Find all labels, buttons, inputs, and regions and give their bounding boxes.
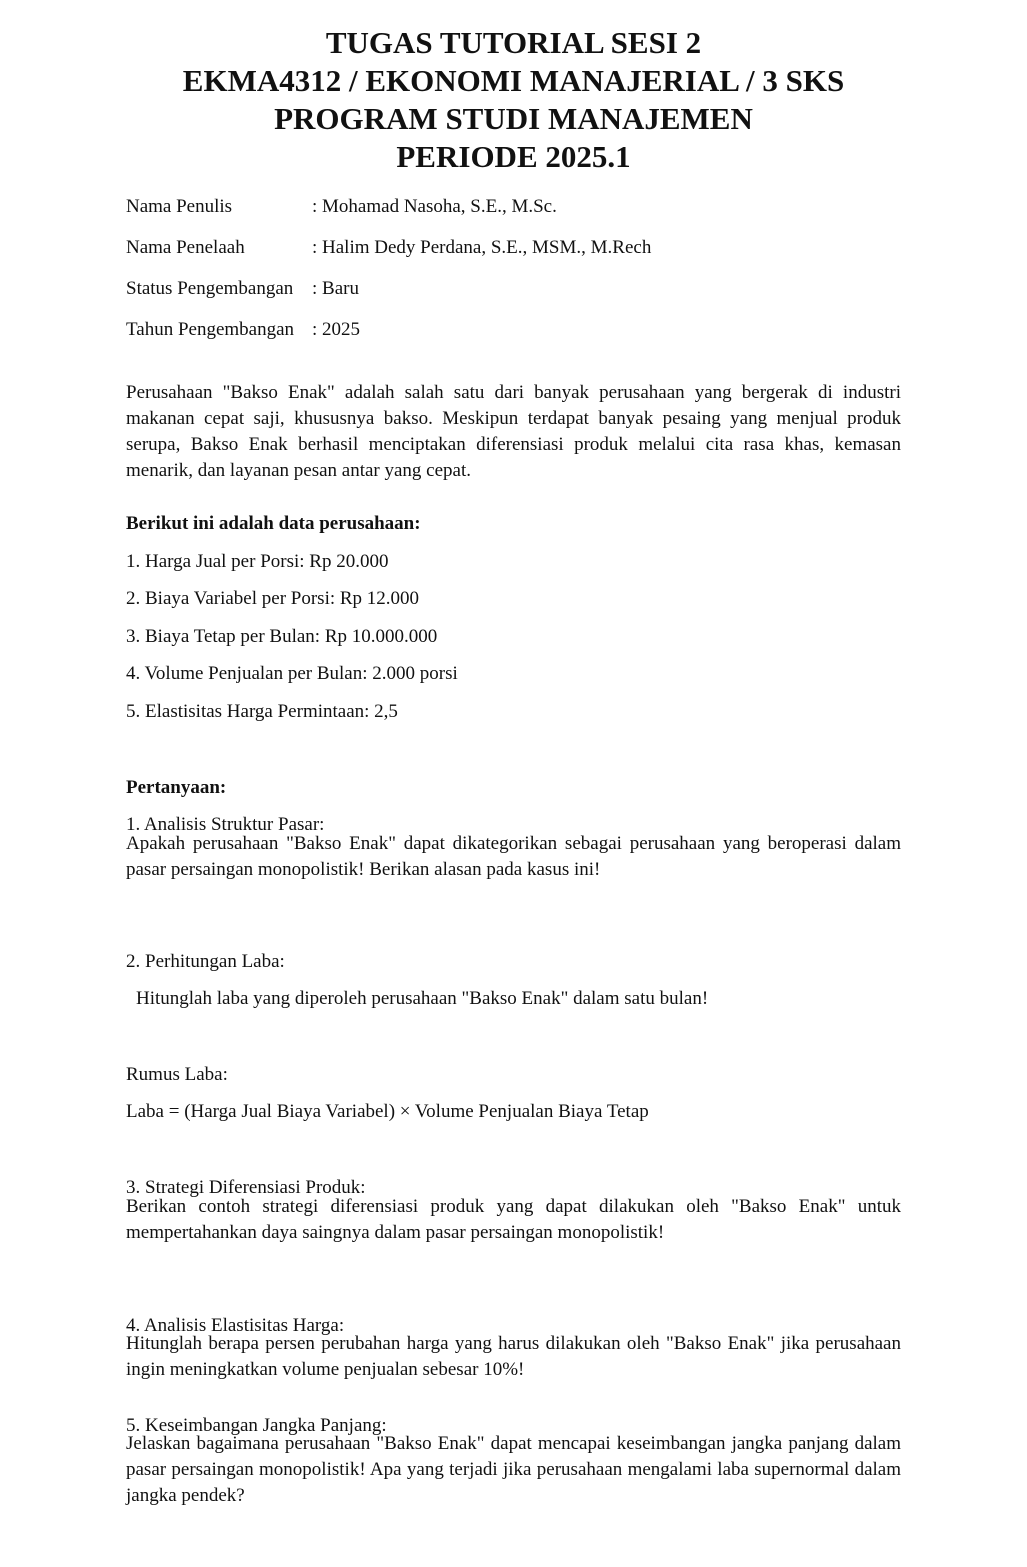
meta-label: Tahun Pengembangan [126,319,295,340]
document-header [0,24,1027,176]
question-4-title: 4. Analisis Elastisitas Harga: [126,1315,345,1336]
question-5-text: Jelaskan bagaimana perusahaan "Bakso Enak" dapat mencapai keseimbangan jangka panjang dalam pasar persaingan monopolistik! Apa yang terjadi jika perusahaan mengalami laba supernormal dalam jangka pendek? [126,1433,901,1506]
question-4-text: Hitunglah berapa persen perubahan harga yang harus dilakukan oleh "Bakso Enak" jika perusahaan ingin meningkatkan volume penjualan sebesar 10%! [126,1333,901,1380]
meta-label: Nama Penulis [126,196,233,217]
question-1-title: 1. Analisis Struktur Pasar: [126,814,325,835]
period-title: PERIODE 2025.1 [396,139,631,174]
questions-heading: Pertanyaan: [126,777,227,798]
meta-value: : 2025 [312,319,361,340]
data-item: 2. Biaya Variabel per Porsi: Rp 12.000 [126,588,420,609]
data-item: 4. Volume Penjualan per Bulan: 2.000 porsi [126,663,458,684]
question-2-title: 2. Perhitungan Laba: [126,951,285,972]
course-title: EKMA4312 / EKONOMI MANAJERIAL / 3 SKS [182,63,845,98]
meta-label: Status Pengembangan [126,278,294,299]
data-item: 1. Harga Jual per Porsi: Rp 20.000 [126,551,389,572]
meta-value: : Halim Dedy Perdana, S.E., MSM., M.Rech [312,237,652,258]
question-3-title: 3. Strategi Diferensiasi Produk: [126,1177,366,1198]
question-1-text: Apakah perusahaan "Bakso Enak" dapat dikategorikan sebagai perusahaan yang beroperasi dalam pasar persaingan monopolistik! Berikan alasan pada kasus ini! [126,833,901,880]
formula-label: Rumus Laba: [126,1064,228,1085]
question-2-text: Hitunglah laba yang diperoleh perusahaan "Bakso Enak" dalam satu bulan! [136,988,709,1009]
question-3-text: Berikan contoh strategi diferensiasi produk yang dapat dilakukan oleh "Bakso Enak" untuk mempertahankan daya saingnya dalam pasar persaingan monopolistik! [126,1196,901,1243]
data-item: 5. Elastisitas Harga Permintaan: 2,5 [126,701,398,722]
header-title: TUGAS TUTORIAL SESI 2 [325,25,702,60]
program-title: PROGRAM STUDI MANAJEMEN [274,101,753,136]
data-heading: Berikut ini adalah data perusahaan: [126,513,421,534]
question-5-title: 5. Keseimbangan Jangka Panjang: [126,1415,387,1436]
data-item: 3. Biaya Tetap per Bulan: Rp 10.000.000 [126,626,438,647]
intro-paragraph: Perusahaan "Bakso Enak" adalah salah satu dari banyak perusahaan yang bergerak di industri makanan cepat saji, khususnya bakso. Meskipun terdapat banyak pesaing yang menjual produk serupa, Bakso Enak berhasil menciptakan diferensiasi produk melalui cita rasa khas, kemasan menarik, dan layanan pesan antar yang cepat. [126,382,901,481]
meta-value: : Baru [312,278,359,299]
profit-formula: Laba = (Harga Jual Biaya Variabel) × Volume Penjualan Biaya Tetap [126,1101,649,1122]
meta-label: Nama Penelaah [126,237,245,258]
meta-value: : Mohamad Nasoha, S.E., M.Sc. [312,196,557,217]
